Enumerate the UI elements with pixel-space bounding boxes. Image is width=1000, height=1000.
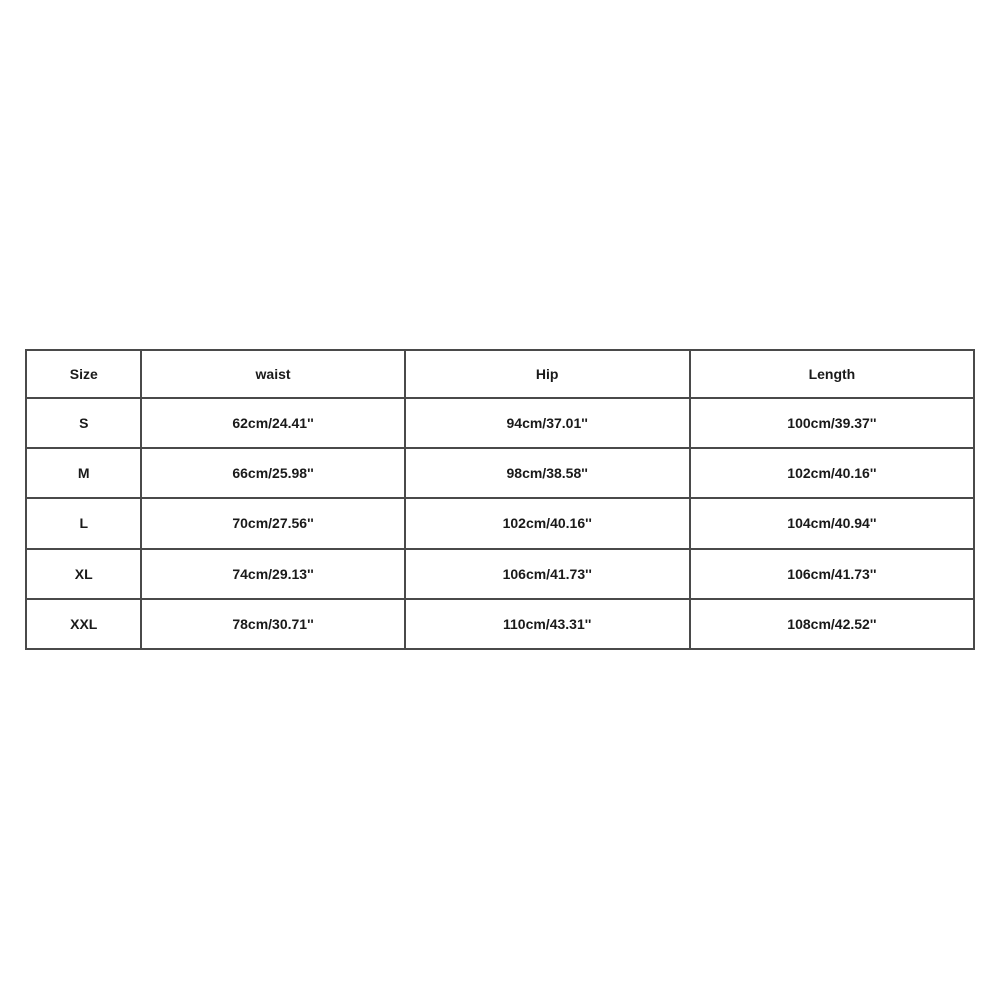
cell-hip: 110cm/43.31'' [405,599,690,649]
cell-length: 106cm/41.73'' [690,549,974,599]
cell-hip: 98cm/38.58'' [405,448,690,498]
cell-waist: 70cm/27.56'' [141,498,404,548]
cell-hip: 106cm/41.73'' [405,549,690,599]
cell-length: 104cm/40.94'' [690,498,974,548]
cell-size: M [26,448,141,498]
table-row [26,448,974,498]
header-hip: Hip [405,350,690,398]
cell-hip: 102cm/40.16'' [405,498,690,548]
header-waist: waist [141,350,404,398]
size-chart-table [25,349,975,650]
cell-size: XXL [26,599,141,649]
cell-size: S [26,398,141,448]
cell-hip: 94cm/37.01'' [405,398,690,448]
table-row [26,599,974,649]
table-row [26,398,974,448]
cell-size: L [26,498,141,548]
cell-waist: 66cm/25.98'' [141,448,404,498]
cell-waist: 78cm/30.71'' [141,599,404,649]
cell-length: 108cm/42.52'' [690,599,974,649]
header-size: Size [26,350,141,398]
cell-length: 100cm/39.37'' [690,398,974,448]
header-length: Length [690,350,974,398]
table-row [26,498,974,548]
cell-size: XL [26,549,141,599]
table-header-row [26,350,974,398]
cell-waist: 62cm/24.41'' [141,398,404,448]
cell-length: 102cm/40.16'' [690,448,974,498]
cell-waist: 74cm/29.13'' [141,549,404,599]
table-row [26,549,974,599]
